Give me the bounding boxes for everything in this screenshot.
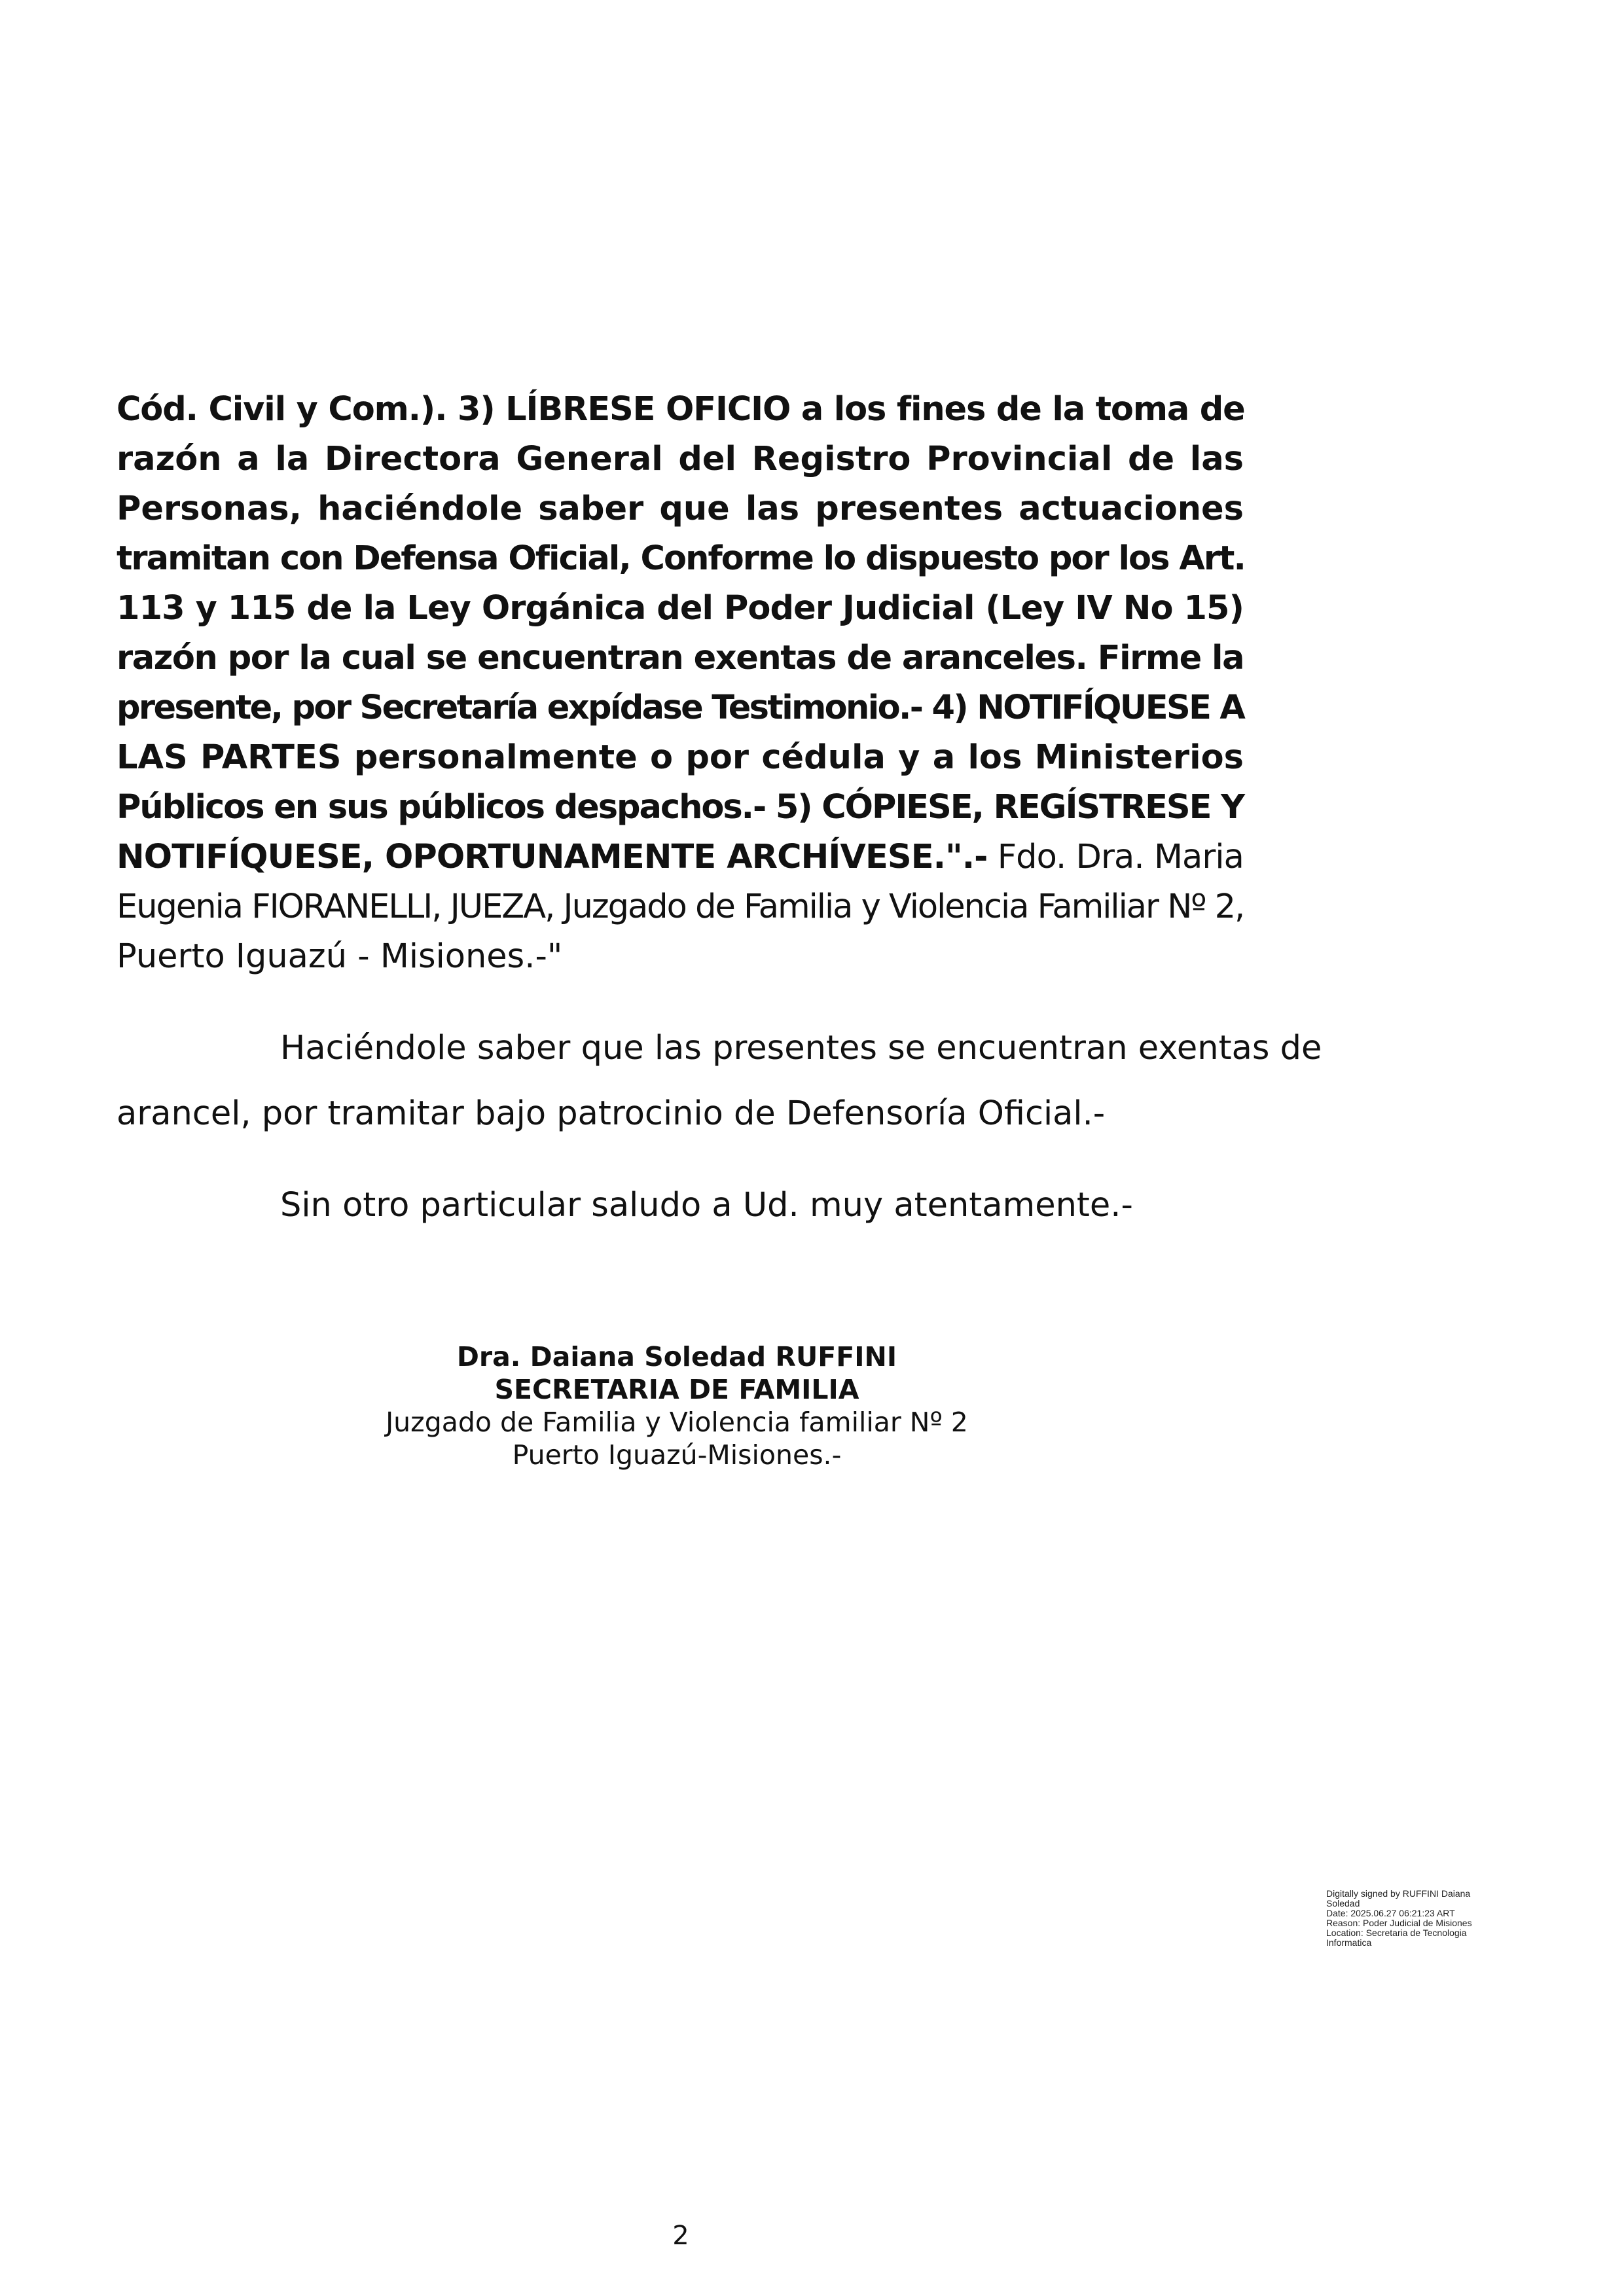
- body-line: [117, 932, 1244, 982]
- body-line: [117, 683, 1244, 733]
- body-line: [117, 733, 1244, 783]
- body-line: [117, 634, 1244, 683]
- bold-text: 113 y 115 de la Ley Orgánica del Poder Judicial (Ley IV No 15): [117, 589, 1244, 628]
- bold-text: razón a la Directora General del Registro Provincial de las: [117, 440, 1244, 478]
- resolution-text-block: [117, 385, 1244, 982]
- body-line: [117, 584, 1244, 634]
- exemption-paragraph-line-2: arancel, por tramitar bajo patrocinio de Defensoría Oficial.-: [117, 1094, 1106, 1133]
- exemption-paragraph-line-1: Haciéndole saber que las presentes se encuentran exentas de: [280, 1029, 1322, 1067]
- body-line: [117, 882, 1244, 932]
- normal-text: Puerto Iguazú - Misiones.-": [117, 937, 563, 976]
- normal-text: Eugenia FIORANELLI, JUEZA, Juzgado de Familia y Violencia Familiar Nº 2,: [117, 888, 1244, 926]
- body-line: [117, 534, 1244, 584]
- body-line: [117, 435, 1244, 484]
- normal-text: Fdo. Dra. Maria: [987, 838, 1244, 876]
- bold-text: Públicos en sus públicos despachos.- 5) CÓPIESE, REGÍSTRESE Y: [117, 788, 1244, 827]
- bold-text: tramitan con Defensa Oficial, Conforme lo dispuesto por los Art.: [117, 539, 1245, 578]
- signature-block: [353, 1340, 1000, 1471]
- bold-text: presente, por Secretaría expídase Testimonio.- 4) NOTIFÍQUESE A: [117, 689, 1244, 727]
- body-line: [117, 833, 1244, 882]
- signatory-office: Juzgado de Familia y Violencia familiar Nº 2: [386, 1407, 968, 1438]
- digital-signature-signer: Digitally signed by RUFFINI Daiana: [1326, 1888, 1471, 1899]
- digital-signature-stamp: [1326, 1889, 1516, 1948]
- closing-salutation: Sin otro particular saludo a Ud. muy atentamente.-: [280, 1186, 1133, 1225]
- digital-signature-reason: Reason: Poder Judicial de Misiones: [1326, 1918, 1472, 1928]
- digital-signature-signer-cont: Soledad: [1326, 1898, 1360, 1909]
- bold-text: LAS PARTES personalmente o por cédula y a los Ministerios: [117, 738, 1244, 777]
- body-line: [117, 783, 1244, 833]
- bold-text: Personas, haciéndole saber que las presentes actuaciones: [117, 490, 1244, 528]
- page-number: 2: [672, 2221, 689, 2251]
- bold-text: razón por la cual se encuentran exentas de aranceles. Firme la: [117, 639, 1244, 677]
- digital-signature-location-cont: Informatica: [1326, 1937, 1372, 1948]
- bold-text: NOTIFÍQUESE, OPORTUNAMENTE ARCHÍVESE.".-: [117, 838, 988, 876]
- body-line: [117, 484, 1244, 534]
- bold-text: Cód. Civil y Com.). 3) LÍBRESE OFICIO a los fines de la toma de: [117, 390, 1245, 429]
- signatory-location: Puerto Iguazú-Misiones.-: [512, 1439, 842, 1471]
- digital-signature-date: Date: 2025.06.27 06:21:23 ART: [1326, 1908, 1455, 1918]
- signatory-name: Dra. Daiana Soledad RUFFINI: [456, 1341, 897, 1372]
- body-line: [117, 385, 1244, 435]
- signatory-title: SECRETARIA DE FAMILIA: [494, 1374, 859, 1405]
- digital-signature-location: Location: Secretaria de Tecnologia: [1326, 1928, 1467, 1938]
